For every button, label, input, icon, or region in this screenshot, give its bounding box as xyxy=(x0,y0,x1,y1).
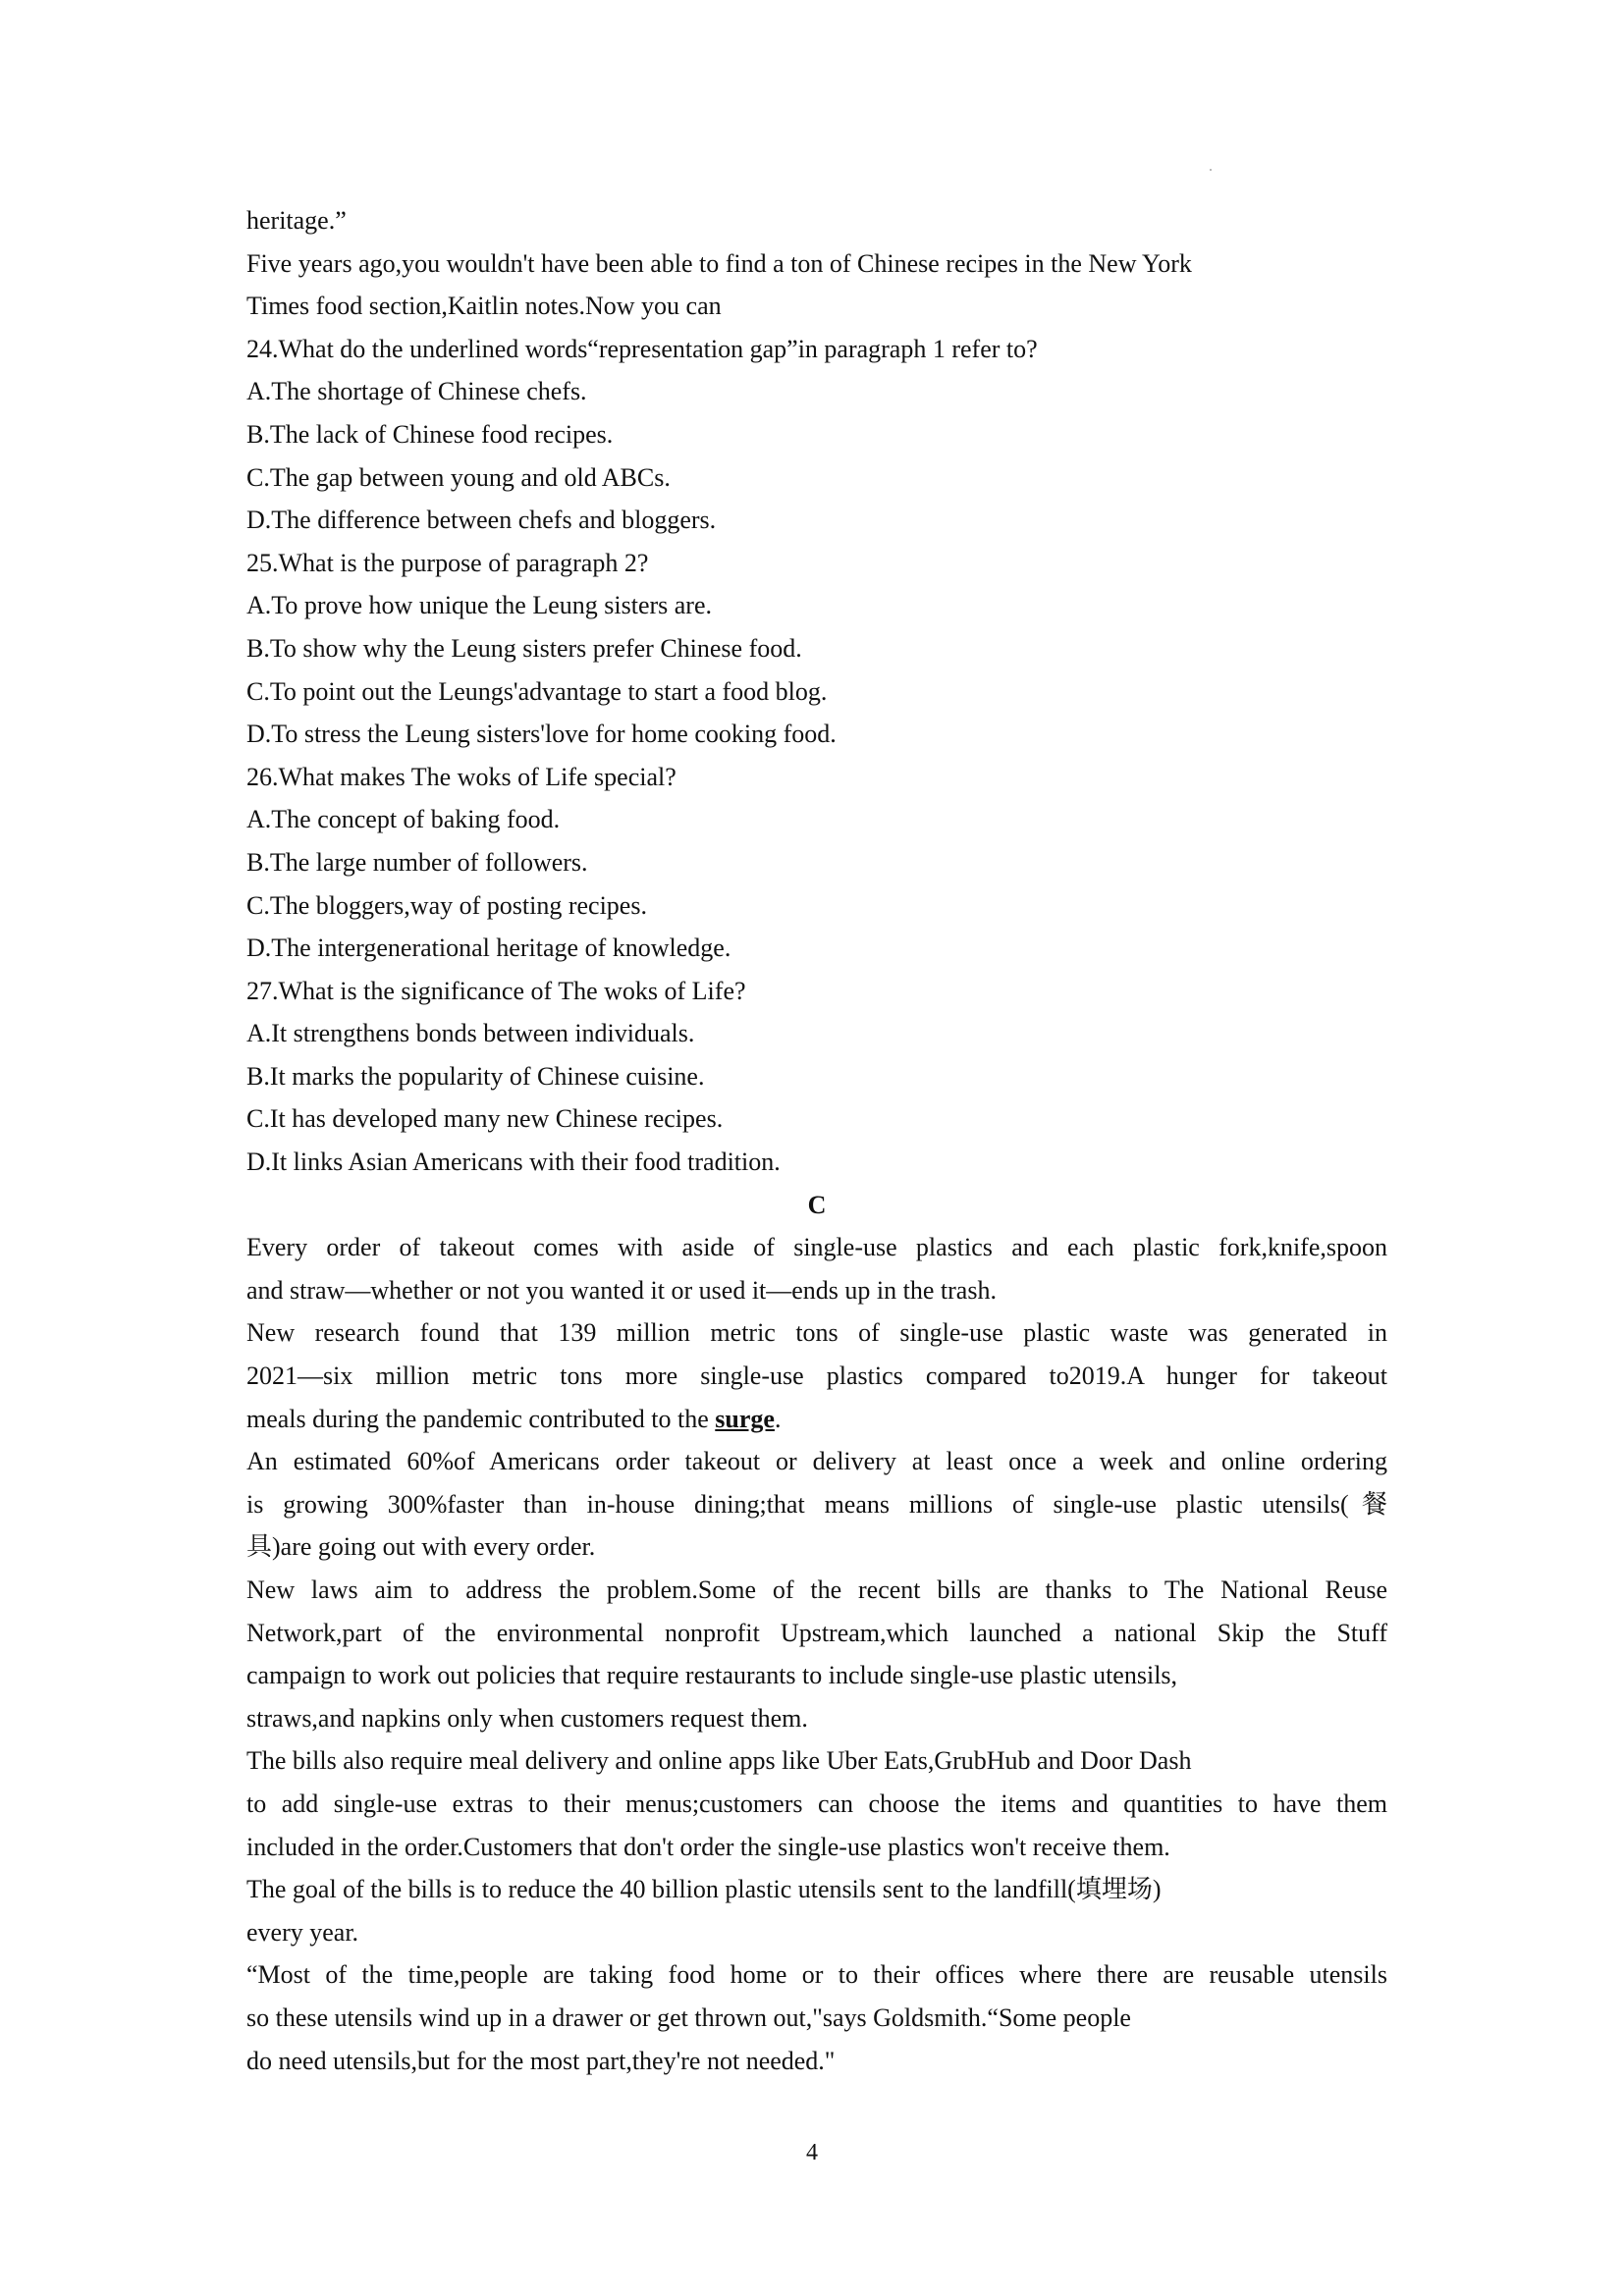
option-c: C.To point out the Leungs'advantage to start a food blog. xyxy=(246,676,828,706)
text-line: An estimated 60%of Americans order takeout or delivery at least once a week and online ordering xyxy=(246,1447,1387,1476)
text-line: 具)are going out with every order. xyxy=(246,1532,596,1562)
text-line: straws,and napkins only when customers request them. xyxy=(246,1703,808,1733)
text-line: Times food section,Kaitlin notes.Now you can xyxy=(246,292,722,321)
option-c: C.The bloggers,way of posting recipes. xyxy=(246,890,647,920)
passage-b-ending xyxy=(246,199,1387,328)
question-26 xyxy=(246,756,1387,970)
question-24 xyxy=(246,328,1387,542)
text-line: The goal of the bills is to reduce the 40 billion plastic utensils sent to the landfill(填埋场) xyxy=(246,1875,1162,1904)
paragraph-3 xyxy=(246,1440,1387,1569)
option-b: B.The large number of followers. xyxy=(246,847,588,877)
section-heading: C xyxy=(807,1190,827,1219)
option-a: A.It strengthens bonds between individuals. xyxy=(246,1019,695,1048)
paragraph-6 xyxy=(246,1868,1387,1953)
text-line: included in the order.Customers that don't order the single-use plastics won't receive them. xyxy=(246,1832,1170,1861)
option-d: D.It links Asian Americans with their food tradition. xyxy=(246,1148,781,1177)
question-stem: 27.What is the significance of The woks of Life? xyxy=(246,976,746,1005)
option-d: D.The intergenerational heritage of knowledge. xyxy=(246,934,731,963)
underlined-keyword: surge xyxy=(715,1404,775,1433)
text-line: The bills also require meal delivery and online apps like Uber Eats,GrubHub and Door Dash xyxy=(246,1746,1192,1776)
option-b: B.To show why the Leung sisters prefer Chinese food. xyxy=(246,633,802,663)
text-run: meals during the pandemic contributed to the xyxy=(246,1404,716,1433)
text-line: and straw—whether or not you wanted it or used it—ends up in the trash. xyxy=(246,1275,997,1305)
question-stem: 25.What is the purpose of paragraph 2? xyxy=(246,548,649,577)
text-line: every year. xyxy=(246,1917,359,1947)
option-b: B.It marks the popularity of Chinese cuisine. xyxy=(246,1061,705,1091)
question-25 xyxy=(246,542,1387,756)
text-line: “Most of the time,people are taking food home or to their offices where there are reusable utensils xyxy=(246,1960,1387,1990)
paragraph-7 xyxy=(246,1953,1387,2082)
text-line: Five years ago,you wouldn't have been able to find a ton of Chinese recipes in the New York xyxy=(246,248,1192,278)
text-line xyxy=(246,1398,1387,1441)
option-a: A.The shortage of Chinese chefs. xyxy=(246,377,587,406)
option-a: A.The concept of baking food. xyxy=(246,805,561,834)
text-line: heritage.” xyxy=(246,206,347,235)
text-line: do need utensils,but for the most part,they're not needed." xyxy=(246,2046,836,2075)
document-page xyxy=(246,199,1387,2082)
paragraph-5 xyxy=(246,1739,1387,1868)
text-run: . xyxy=(774,1404,782,1433)
question-stem: 26.What makes The woks of Life special? xyxy=(246,762,677,791)
option-a: A.To prove how unique the Leung sisters are. xyxy=(246,591,713,620)
text-line: 2021—six million metric tons more single-use plastics compared to2019.A hunger for takeout xyxy=(246,1362,1387,1391)
option-d: D.The difference between chefs and bloggers. xyxy=(246,506,717,535)
scan-speck xyxy=(1210,169,1212,171)
page-number: 4 xyxy=(806,2140,818,2165)
option-d: D.To stress the Leung sisters'love for home cooking food. xyxy=(246,720,837,749)
text-line: New research found that 139 million metric tons of single-use plastic waste was generated in xyxy=(246,1318,1387,1348)
passage-c xyxy=(246,1226,1387,2082)
question-27 xyxy=(246,970,1387,1184)
option-b: B.The lack of Chinese food recipes. xyxy=(246,419,614,449)
question-stem: 24.What do the underlined words“representation gap”in paragraph 1 refer to? xyxy=(246,334,1038,363)
paragraph-2 xyxy=(246,1311,1387,1440)
text-line: so these utensils wind up in a drawer or get thrown out,"says Goldsmith.“Some people xyxy=(246,2002,1131,2032)
option-c: C.The gap between young and old ABCs. xyxy=(246,462,671,492)
option-c: C.It has developed many new Chinese recipes. xyxy=(246,1104,724,1134)
text-line: Network,part of the environmental nonprofit Upstream,which launched a national Skip the Stuff xyxy=(246,1618,1387,1647)
paragraph-4 xyxy=(246,1569,1387,1739)
text-line: campaign to work out policies that require restaurants to include single-use plastic utensils, xyxy=(246,1661,1178,1690)
text-line: is growing 300%faster than in-house dining;that means millions of single-use plastic utensils(餐 xyxy=(246,1489,1387,1519)
text-line: Every order of takeout comes with aside of single-use plastics and each plastic fork,knife,spoon xyxy=(246,1233,1387,1262)
paragraph-1 xyxy=(246,1226,1387,1311)
text-line: to add single-use extras to their menus;customers can choose the items and quantities to have them xyxy=(246,1789,1387,1818)
text-line: New laws aim to address the problem.Some of the recent bills are thanks to The National Reuse xyxy=(246,1575,1387,1604)
